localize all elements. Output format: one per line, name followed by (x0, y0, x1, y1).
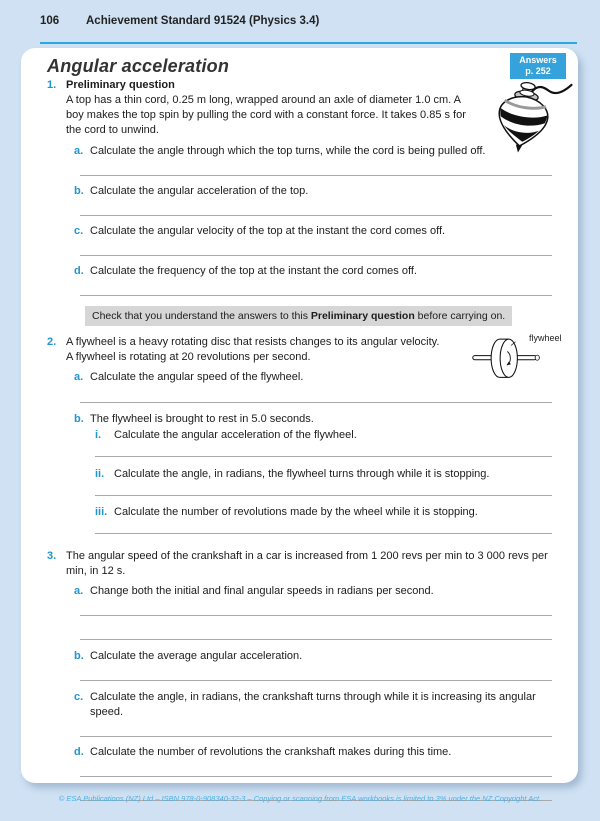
q3-part-a (74, 584, 558, 599)
q3-part-d-text: Calculate the number of revolutions the crankshaft makes during this time. (90, 746, 452, 758)
q2-sub-iii (95, 505, 558, 520)
check-note-pre: Check that you understand the answers to this (92, 310, 311, 322)
spinning-top-illustration (490, 78, 574, 156)
q2-sub-iii-text: Calculate the number of revolutions made by the wheel while it is stopping. (114, 506, 478, 518)
page-header (40, 11, 577, 29)
question-2-intro-line2: A flywheel is rotating at 20 revolutions per second. (66, 351, 311, 363)
answer-line (80, 760, 552, 777)
question-2-number: 2. (47, 336, 57, 348)
flywheel-label: flywheel (529, 333, 562, 343)
q2-sub-i (95, 428, 558, 443)
flywheel-illustration (472, 328, 576, 392)
question-3-body (66, 549, 558, 801)
q2-sub-iii-label: iii. (95, 506, 108, 518)
q2-part-b (74, 412, 558, 427)
question-1-intro: A top has a thin cord, 0.25 m long, wrapped around an axle of diameter 1.0 cm. A boy makes the top spin by pulling the cord with a constant force. It takes 0.85 s for the cord to unwind. (66, 94, 466, 136)
question-2-intro-line1: A flywheel is a heavy rotating disc that resists changes to its angular velocity. (66, 336, 440, 348)
q2-sub-ii-label: ii. (95, 468, 105, 480)
question-3-intro: The angular speed of the crankshaft in a car is increased from 1 200 revs per min to 3 000 revs per min, in 12 s. (66, 550, 548, 577)
q1-part-c (74, 224, 558, 239)
q3-part-a-text: Change both the initial and final angular speeds in radians per second. (90, 585, 434, 597)
q1-part-a-label: a. (74, 145, 84, 157)
answer-line (80, 159, 552, 176)
q3-part-d (74, 745, 558, 760)
q3-part-a-label: a. (74, 585, 84, 597)
q2-sub-i-label: i. (95, 429, 102, 441)
q2-part-b-label: b. (74, 413, 84, 425)
answer-line (95, 482, 552, 496)
q1-part-b (74, 184, 558, 199)
page-number: 106 (40, 15, 60, 27)
q2-part-b-text: The flywheel is brought to rest in 5.0 seconds. (90, 413, 314, 425)
answers-badge-line2: p. 252 (525, 65, 551, 76)
header-rule (40, 42, 577, 44)
answer-line (80, 720, 552, 737)
q1-part-d-label: d. (74, 265, 84, 277)
content-card (21, 48, 578, 783)
answer-line (80, 664, 552, 681)
standard-title: Achievement Standard 91524 (Physics 3.4) (86, 15, 320, 27)
q1-part-b-label: b. (74, 185, 84, 197)
question-1-number: 1. (47, 79, 57, 91)
q1-part-d (74, 264, 558, 279)
page-title: Angular acceleration (47, 56, 230, 76)
question-1 (47, 78, 558, 296)
q1-part-d-text: Calculate the frequency of the top at the instant the cord comes off. (90, 265, 417, 277)
q3-part-b (74, 649, 558, 664)
answers-badge (510, 53, 566, 79)
copyright-footer: © ESA Publications (NZ) Ltd – ISBN 978-0-908340-32-3 – Copying or scanning from ESA workbooks is limited to 3% under the NZ Copyright Act. (58, 794, 542, 803)
answers-badge-line1: Answers (519, 55, 557, 65)
question-1-heading: Preliminary question (66, 79, 175, 91)
question-3 (47, 549, 558, 801)
q3-part-b-text: Calculate the average angular acceleration. (90, 650, 303, 662)
q2-sub-ii-text: Calculate the angle, in radians, the flywheel turns through while it is stopping. (114, 468, 490, 480)
check-note-wrap (85, 306, 558, 326)
question-1-body (66, 78, 558, 296)
q2-part-a-label: a. (74, 371, 84, 383)
check-note-bold: Preliminary question (310, 310, 415, 322)
q2-sub-i-text: Calculate the angular acceleration of the flywheel. (114, 429, 357, 441)
q2-part-a-text: Calculate the angular speed of the flywheel. (90, 371, 304, 383)
q1-part-a-text: Calculate the angle through which the top turns, while the cord is being pulled off. (90, 145, 486, 157)
q1-part-c-label: c. (74, 225, 84, 237)
answer-line (80, 279, 552, 296)
spinning-top-icon (490, 78, 574, 154)
check-note (85, 306, 512, 326)
question-3-number: 3. (47, 550, 57, 562)
answer-line (80, 599, 552, 616)
answer-line (95, 443, 552, 457)
q1-part-b-text: Calculate the angular acceleration of the top. (90, 185, 309, 197)
answer-line (80, 616, 552, 640)
q2-sub-ii (95, 467, 558, 482)
q3-part-c (74, 690, 558, 720)
q1-part-a (74, 144, 558, 159)
answer-line (95, 520, 552, 534)
q3-part-d-label: d. (74, 746, 84, 758)
q3-part-c-label: c. (74, 691, 84, 703)
check-note-post: before carrying on. (414, 310, 506, 322)
q3-part-b-label: b. (74, 650, 84, 662)
q3-part-c-text: Calculate the angle, in radians, the crankshaft turns through while it is increasing its angular speed. (90, 691, 536, 718)
answer-line (80, 199, 552, 216)
q1-part-c-text: Calculate the angular velocity of the top at the instant the cord comes off. (90, 225, 446, 237)
answer-line (80, 239, 552, 256)
